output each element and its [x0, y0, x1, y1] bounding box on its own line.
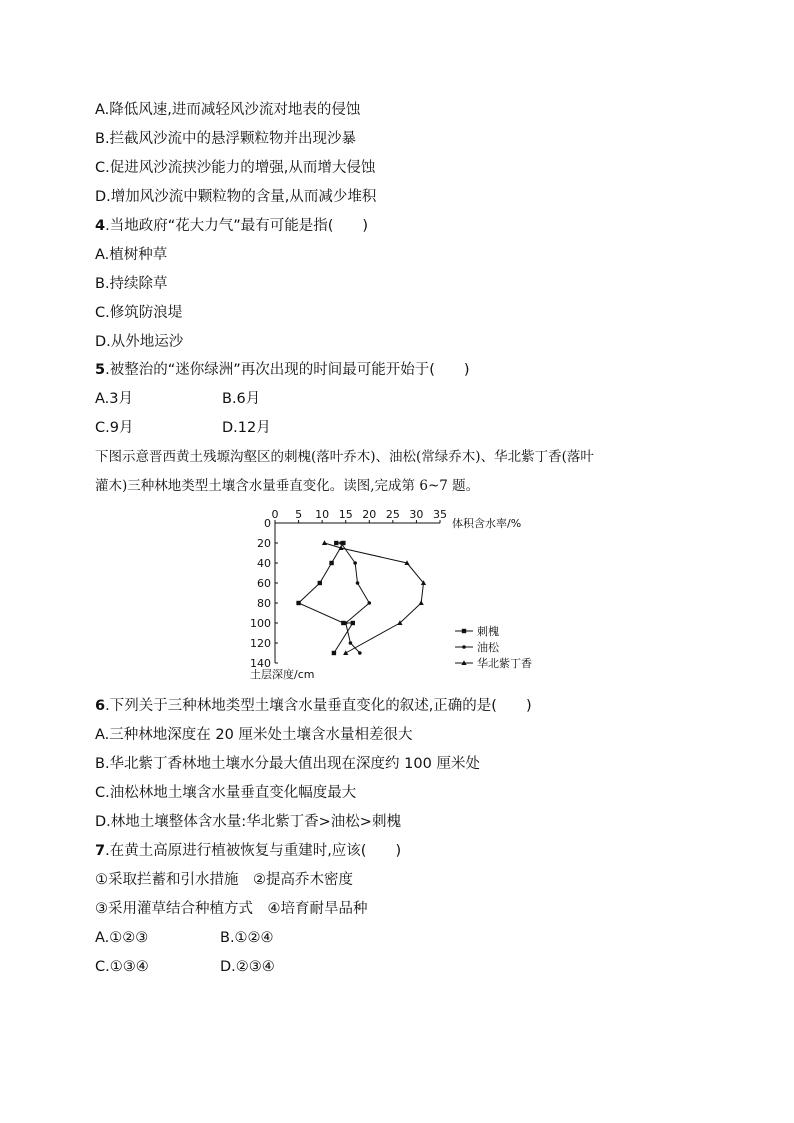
data-point [329, 561, 333, 565]
x-tick-label: 30 [409, 508, 424, 521]
q3-option-a: A.降低风速,进而减轻风沙流对地表的侵蚀 [95, 102, 361, 118]
data-point [318, 581, 322, 585]
y-axis-title: 土层深度/cm [250, 668, 315, 681]
data-point [351, 621, 355, 625]
data-point [419, 600, 424, 605]
y-tick-label: 20 [257, 537, 271, 550]
q6-option-d: D.林地土壤整体含水量:华北紫丁香>油松>刺槐 [95, 814, 401, 830]
y-tick-label: 60 [257, 577, 271, 590]
series-2 [322, 540, 426, 655]
chart-series-layer [296, 540, 426, 655]
q6-stem [95, 696, 532, 716]
data-point [353, 561, 357, 565]
q7-stem-text: .在黄土高原进行植被恢复与重建时,应该( ) [105, 843, 402, 859]
intro-line-2: 灌木)三种林地类型土壤含水量垂直变化。读图,完成第 6~7 题。 [95, 478, 480, 494]
q5-number: 5 [95, 362, 106, 378]
series-line-1 [341, 543, 369, 653]
q5-option-c: C.9月 [95, 420, 134, 436]
legend-label: 油松 [477, 641, 499, 654]
q7-choices-line-1: ①采取拦蓄和引水措施 ②提高乔木密度 [95, 872, 353, 888]
series-0 [296, 541, 355, 655]
q5-option-d: D.12月 [222, 420, 271, 436]
data-point [334, 541, 338, 545]
q3-option-c: C.促进风沙流挟沙能力的增强,从而增大侵蚀 [95, 160, 376, 176]
data-point [349, 641, 353, 645]
y-tick-label: 100 [250, 617, 271, 630]
x-tick-label: 15 [338, 508, 353, 521]
legend-item-2 [455, 656, 532, 670]
intro-line-1: 下图示意晋西黄土残塬沟壑区的刺槐(落叶乔木)、油松(常绿乔木)、华北紫丁香(落叶 [95, 449, 594, 465]
q6-stem-text: .下列关于三种林地类型土壤含水量垂直变化的叙述,正确的是( ) [105, 698, 532, 714]
q4-option-c: C.修筑防浪堤 [95, 305, 183, 321]
q7-number: 7 [95, 843, 106, 859]
data-point [296, 601, 300, 605]
q3-option-d: D.增加风沙流中颗粒物的含量,从而减少堆积 [95, 189, 377, 205]
q7-stem [95, 841, 401, 861]
q7-choices-line-2: ③采用灌草结合种植方式 ④培育耐旱品种 [95, 901, 368, 917]
legend-marker [462, 645, 466, 649]
data-point [322, 540, 327, 545]
x-tick-label: 35 [433, 508, 447, 521]
q7-option-b: B.①②④ [220, 930, 274, 946]
legend-item-1 [455, 640, 500, 654]
x-axis-title: 体积含水率/% [452, 517, 522, 530]
q4-stem-text: .当地政府“花大力气”最有可能是指( ) [105, 218, 369, 234]
chart-axes [250, 508, 521, 681]
q7-option-a: A.①②③ [95, 930, 149, 946]
data-point [344, 621, 348, 625]
q4-option-a: A.植树种草 [95, 247, 168, 263]
q5-option-a: A.3月 [95, 391, 133, 407]
legend-label: 华北紫丁香 [477, 657, 532, 670]
soil-moisture-chart [240, 505, 560, 685]
q6-option-c: C.油松林地土壤含水量垂直变化幅度最大 [95, 785, 357, 801]
data-point [358, 651, 362, 655]
legend-label: 刺槐 [477, 625, 499, 638]
data-point [356, 581, 360, 585]
x-tick-label: 20 [362, 508, 377, 521]
q4-option-b: B.持续除草 [95, 276, 168, 292]
legend-marker [462, 629, 466, 633]
data-point [367, 601, 371, 605]
y-tick-label: 120 [250, 637, 271, 650]
data-point [343, 650, 348, 655]
q3-option-b: B.拦截风沙流中的悬浮颗粒物并出现沙暴 [95, 131, 357, 147]
x-tick-label: 25 [385, 508, 400, 521]
y-tick-label: 140 [250, 657, 271, 670]
q5-stem-text: .被整治的“迷你绿洲”再次出现的时间最可能开始于( ) [105, 362, 470, 378]
y-tick-label: 80 [257, 597, 271, 610]
x-tick-label: 10 [315, 508, 330, 521]
q6-number: 6 [95, 698, 106, 714]
q7-option-d: D.②③④ [220, 959, 275, 975]
q6-option-a: A.三种林地深度在 20 厘米处土壤含水量相差很大 [95, 727, 413, 743]
y-tick-label: 40 [257, 557, 271, 570]
data-point [339, 541, 343, 545]
q6-option-b: B.华北紫丁香林地土壤水分最大值出现在深度约 100 厘米处 [95, 756, 480, 772]
data-point [332, 651, 336, 655]
q4-stem [95, 216, 368, 236]
q4-option-d: D.从外地运沙 [95, 334, 184, 350]
legend-item-0 [455, 624, 499, 638]
x-tick-label: 5 [295, 508, 303, 521]
chart-legend [455, 624, 532, 670]
series-line-2 [325, 543, 424, 653]
q4-number: 4 [95, 218, 106, 234]
x-tick-label: 0 [271, 508, 279, 521]
q5-stem [95, 360, 470, 380]
y-tick-label: 0 [264, 517, 271, 530]
q7-option-c: C.①③④ [95, 959, 149, 975]
q5-option-b: B.6月 [222, 391, 261, 407]
series-line-0 [299, 543, 353, 653]
